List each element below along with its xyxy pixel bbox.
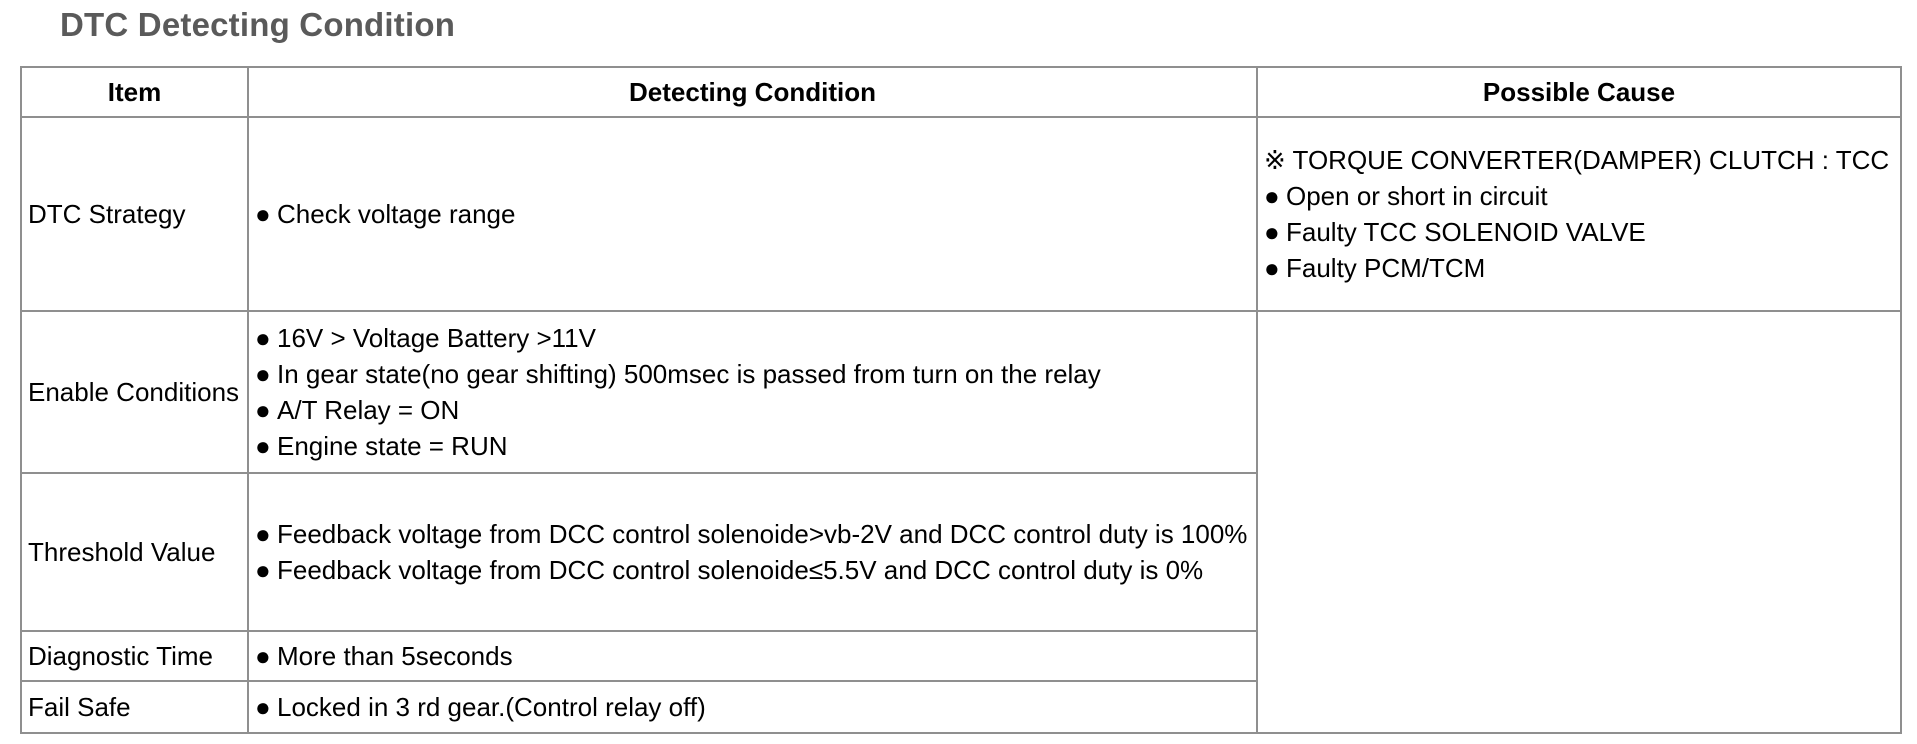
possible-cause-empty-cell [1257,311,1901,733]
header-possible-cause: Possible Cause [1257,67,1901,117]
cause-item: ● Faulty PCM/TCM [1264,250,1894,286]
row-conditions [248,681,1257,733]
cause-item: ● Open or short in circuit [1264,178,1894,214]
bullet-icon: ● [1264,181,1280,211]
row-item-dtc-strategy: DTC Strategy [21,117,248,311]
header-detecting-condition: Detecting Condition [248,67,1257,117]
header-item: Item [21,67,248,117]
bullet-icon: ● [255,692,271,722]
condition-item: ● Engine state = RUN [255,428,1250,464]
cause-item: ● Faulty TCC SOLENOID VALVE [1264,214,1894,250]
bullet-icon: ● [255,395,271,425]
possible-cause-intro: ※ TORQUE CONVERTER(DAMPER) CLUTCH : TCC [1264,145,1890,175]
condition-item: ● Feedback voltage from DCC control solenoide>vb-2V and DCC control duty is 100% [255,516,1250,552]
bullet-icon: ● [255,323,271,353]
bullet-icon: ● [255,431,271,461]
condition-item: ● 16V > Voltage Battery >11V [255,320,1250,356]
dtc-condition-table [20,66,1902,734]
row-item-threshold-value: Threshold Value [21,473,248,631]
bullet-icon: ● [255,555,271,585]
table-row [21,311,1901,473]
condition-item: ● More than 5seconds [255,638,1250,674]
table-header-row [21,67,1901,117]
row-conditions [248,473,1257,631]
condition-item: ● A/T Relay = ON [255,392,1250,428]
table-row [21,117,1901,311]
bullet-icon: ● [255,519,271,549]
bullet-icon: ● [1264,217,1280,247]
condition-item: ● Feedback voltage from DCC control solenoide≤5.5V and DCC control duty is 0% [255,552,1250,588]
bullet-icon: ● [255,641,271,671]
row-conditions [248,117,1257,311]
row-conditions [248,311,1257,473]
row-item-enable-conditions: Enable Conditions [21,311,248,473]
row-item-diagnostic-time: Diagnostic Time [21,631,248,681]
bullet-icon: ● [255,199,271,229]
condition-item: ● Check voltage range [255,196,1250,232]
bullet-icon: ● [255,359,271,389]
row-conditions [248,631,1257,681]
page-title: DTC Detecting Condition [60,6,456,43]
possible-cause-intro-cell [1257,117,1901,311]
bullet-icon: ● [1264,253,1280,283]
row-item-fail-safe: Fail Safe [21,681,248,733]
condition-item: ● In gear state(no gear shifting) 500msec is passed from turn on the relay [255,356,1250,392]
condition-item: ● Locked in 3 rd gear.(Control relay off) [255,689,1250,725]
